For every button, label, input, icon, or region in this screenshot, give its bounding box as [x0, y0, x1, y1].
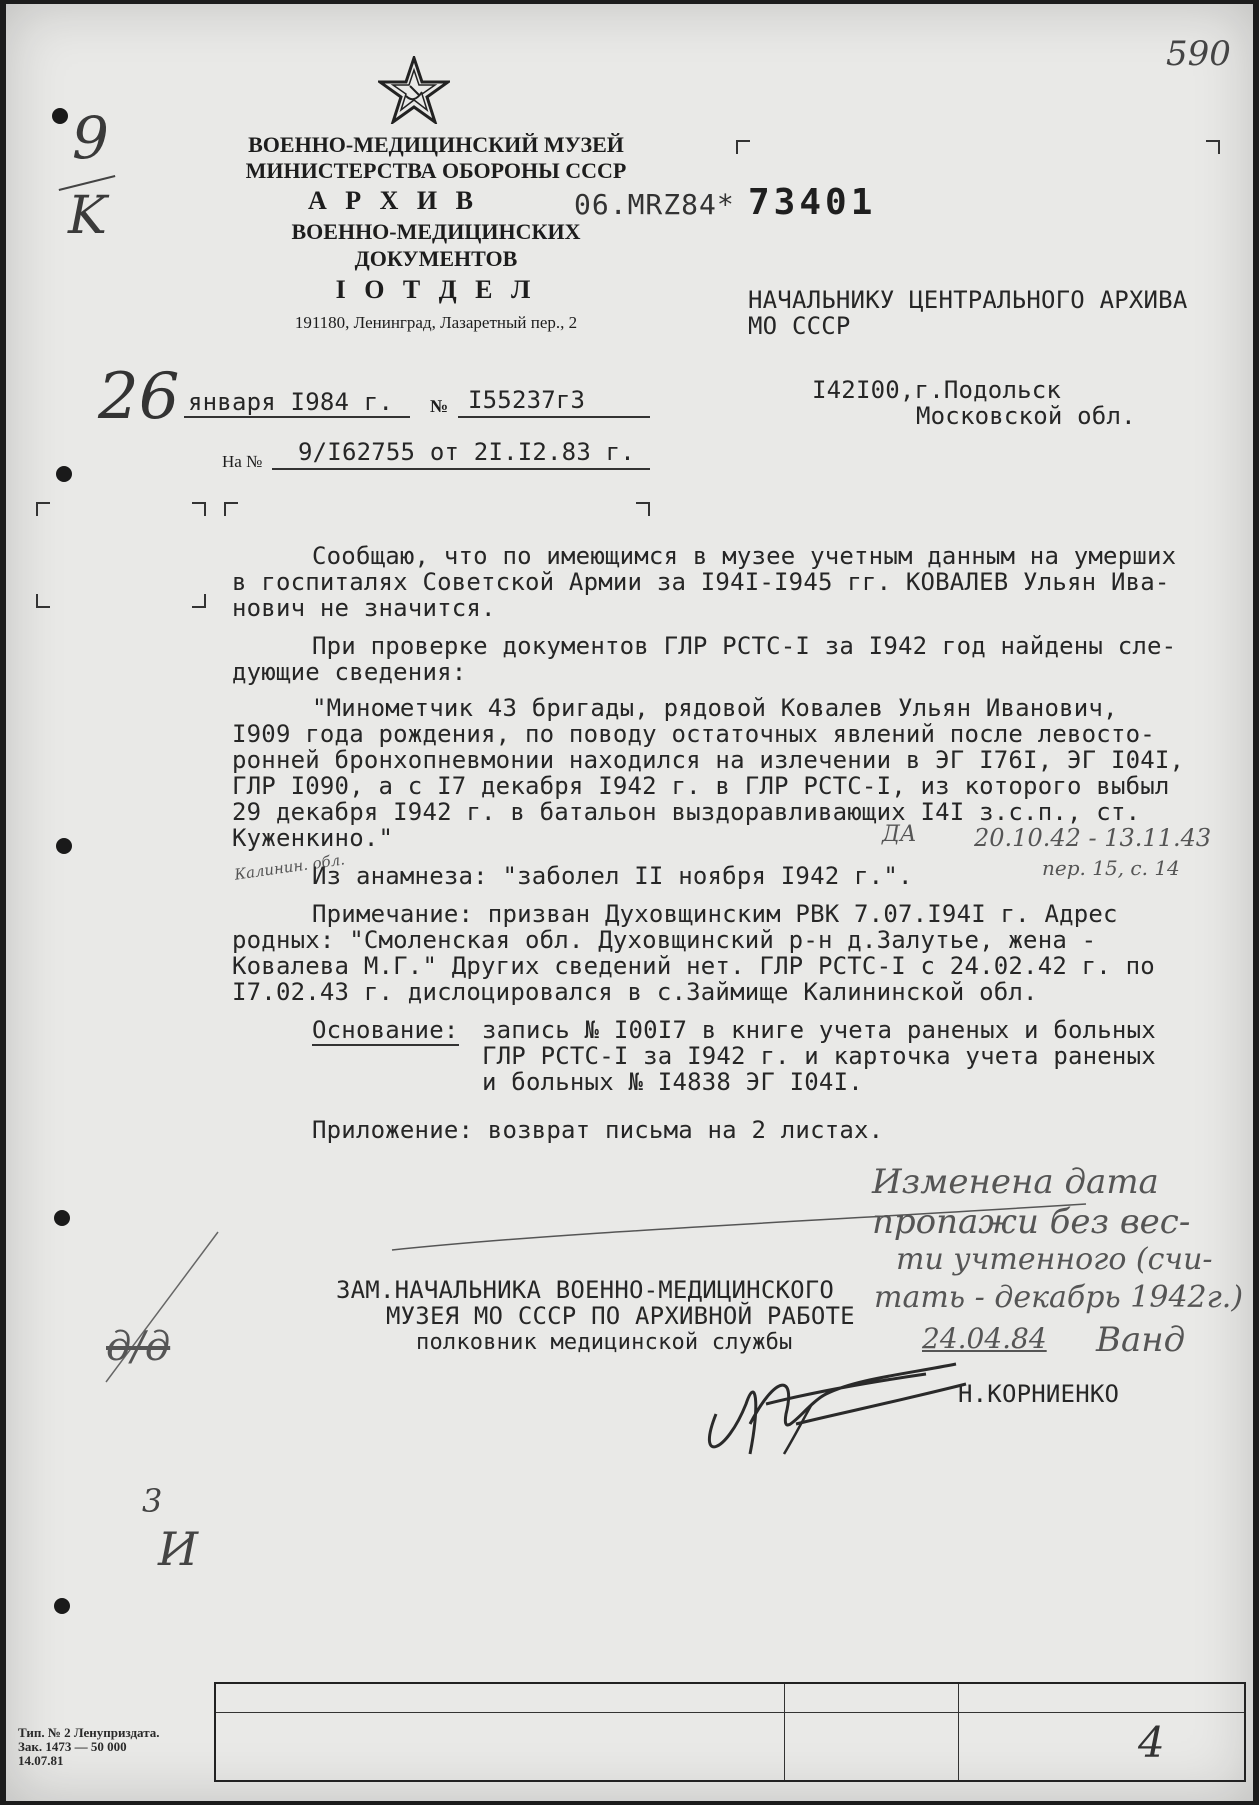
header-department: I О Т Д Е Л [335, 275, 537, 304]
handwritten-note-date: 24.04.84 [922, 1322, 1047, 1355]
basis-line: и больных № I4838 ЭГ I04I. [482, 1068, 863, 1096]
addressee-line-3: I42I00,г.Подольск [812, 376, 1062, 404]
signature-name: Н.КОРНИЕНКО [958, 1380, 1120, 1408]
basis-line: ГЛР РСТС-I за I942 г. и карточка учета раненых [482, 1042, 1156, 1070]
body-p3-line: 29 декабря I942 г. в батальон выздоравливающих I4I з.с.п., ст. [232, 798, 1141, 826]
signature-title-1: ЗАМ.НАЧАЛЬНИКА ВОЕННО-МЕДИЦИНСКОГО [336, 1276, 835, 1304]
date-day: 26 [98, 360, 180, 434]
body-p3-line: "Минометчик 43 бригады, рядовой Ковалев Ульян Иванович, [312, 694, 1118, 722]
letter-number: I55237г3 [468, 386, 586, 414]
signature-scribble [686, 1344, 986, 1474]
margin-letter: K [68, 186, 107, 246]
body-p3-line: ГЛР I090, а с I7 декабря I942 г. в ГЛР РСТС-I, из которого выбыл [232, 772, 1170, 800]
signature-title-3: полковник медицинской службы [416, 1330, 793, 1355]
addressee-line-4: Московской обл. [916, 402, 1136, 430]
imprint-line-1: Тип. № 2 Ленуприздата. [18, 1725, 160, 1740]
body-p5-line: родных: "Смоленская обл. Духовщинский р-н д.Залутье, жена - [232, 926, 1097, 954]
body-p2-line: При проверке документов ГЛР РСТС-I за I942 год найдены сле- [312, 632, 1177, 660]
footer-form-row-line [216, 1712, 1244, 1713]
printer-imprint [18, 1726, 159, 1768]
page-number: 590 [1166, 34, 1231, 74]
basis-label: Основание: [312, 1016, 459, 1044]
header-military-medical: ВОЕННО-МЕДИЦИНСКИХ [291, 219, 581, 244]
imprint-line-2: Зак. 1473 — 50 000 [18, 1739, 127, 1754]
footer-sheet-number: 4 [1138, 1718, 1165, 1767]
reference-label: На № [222, 452, 263, 471]
footer-form-column-line [958, 1684, 959, 1780]
handwritten-da-ref: пер. 15, с. 14 [1042, 856, 1180, 880]
header-museum: ВОЕННО-МЕДИЦИНСКИЙ МУЗЕЙ [248, 132, 624, 157]
body-p1-line: в госпиталях Советской Армии за I94I-I945 гг. КОВАЛЕВ Ульян Ива- [232, 568, 1170, 596]
footer-form-box [214, 1682, 1246, 1782]
handwritten-note-line: ти учтенного (счи- [896, 1242, 1213, 1277]
signature-title-2: МУЗЕЯ МО СССР ПО АРХИВНОЙ РАБОТЕ [386, 1302, 855, 1330]
basis-line: запись № I00I7 в книге учета раненых и больных [482, 1016, 1156, 1044]
handwritten-note-line: Изменена дата [872, 1162, 1159, 1202]
handwritten-note-line: пропажи без вес- [872, 1202, 1191, 1242]
header-ministry: МИНИСТЕРСТВА ОБОРОНЫ СССР [245, 158, 627, 183]
body-p1-line: нович не значится. [232, 594, 496, 622]
body-p5-line: I7.02.43 г. дислоцировался в с.Займище Калининской обл. [232, 978, 1038, 1006]
footer-form-column-line [784, 1684, 785, 1780]
handwritten-kalinin: Калинин. обл. [233, 850, 346, 884]
body-p3-line: I909 года рождения, по поводу остаточных явлений после левосто- [232, 720, 1155, 748]
attachment-line: Приложение: возврат письма на 2 листах. [312, 1116, 884, 1144]
handwritten-da-dates: 20.10.42 - 13.11.43 [974, 824, 1212, 852]
document-page [6, 4, 1253, 1801]
margin-crossed-note: д/д [106, 1324, 171, 1370]
margin-note-letter: И [158, 1522, 199, 1576]
body-p5-line: Ковалева М.Г." Других сведений нет. ГЛР РСТС-I с 24.02.42 г. по [232, 952, 1155, 980]
stamp-date: 06.MRZ84* [574, 188, 735, 221]
reference-value: 9/I62755 от 2I.I2.83 г. [298, 438, 635, 466]
handwritten-note-line: тать - декабрь 1942г.) [874, 1280, 1244, 1315]
imprint-line-3: 14.07.81 [18, 1753, 64, 1768]
body-p2-line: дующие сведения: [232, 658, 467, 686]
header-documents: ДОКУМЕНТОВ [354, 246, 518, 271]
margin-note-number: 3 [142, 1482, 163, 1520]
body-p1-line: Сообщаю, что по имеющимся в музее учетным данным на умерших [312, 542, 1177, 570]
body-p3-line: Куженкино." [232, 824, 394, 852]
addressee-line-2: МО СССР [748, 312, 851, 340]
body-p5-line: Примечание: призван Духовщинским РВК 7.07.I94I г. Адрес [312, 900, 1118, 928]
body-anamnesis: Из анамнеза: "заболел II ноября I942 г.". [312, 862, 913, 890]
margin-number: 9 [72, 104, 109, 172]
addressee-line-1: НАЧАЛЬНИКУ ЦЕНТРАЛЬНОГО АРХИВА [748, 286, 1188, 314]
handwritten-note-sign: Ванд [1096, 1320, 1186, 1360]
header-archive: А Р Х И В [308, 186, 479, 215]
header-address: 191180, Ленинград, Лазаретный пер., 2 [294, 313, 578, 332]
number-label: № [430, 396, 449, 416]
stamp-number: 73401 [748, 182, 877, 223]
date-month-year: января I984 г. [188, 388, 394, 416]
body-p3-line: ронней бронхопневмонии находился на излечении в ЭГ I76I, ЭГ I04I, [232, 746, 1185, 774]
handwritten-da: ДА [882, 822, 917, 847]
